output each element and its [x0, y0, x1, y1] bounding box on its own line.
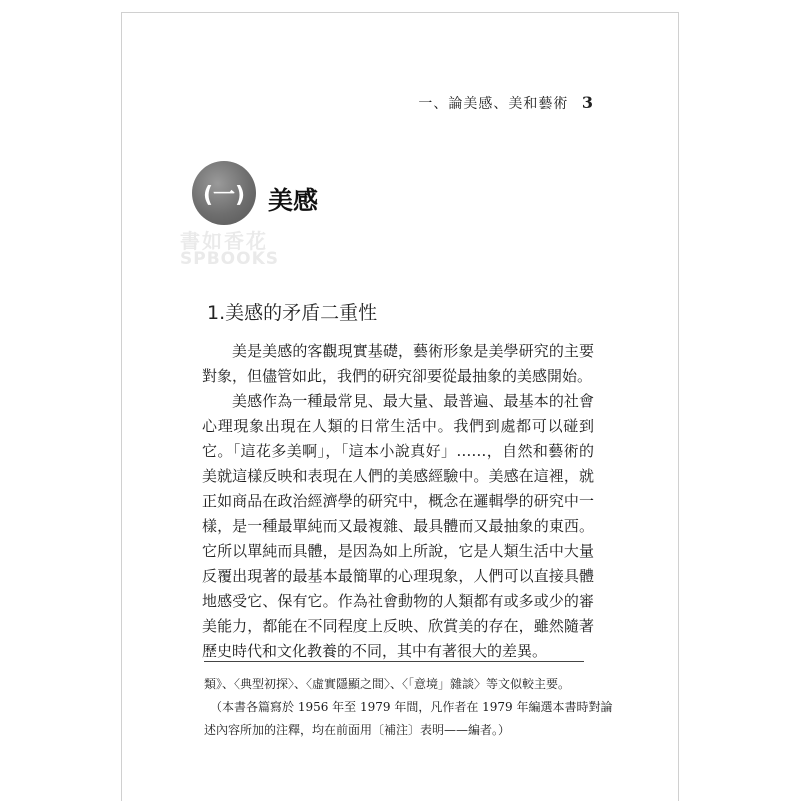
footnote-line-3: 述內容所加的注釋，均在前面用〔補注〕表明——編者。）: [204, 723, 511, 737]
chapter-number-badge: [192, 161, 256, 225]
watermark-line-1: 書如香花: [180, 229, 268, 253]
page-number: 3: [581, 93, 594, 112]
paragraph-2: 美感作為一種最常見、最大量、最普遍、最基本的社會心理現象出現在人類的日常生活中。我們到處都可以碰到它。「這花多美啊」，「這本小說真好」……，自然和藝術的美就這樣反映和表現在人們的美感經驗中。美感在這裡，就正如商品在政治經濟學的研究中，概念在邏輯學的研究中一樣，是一種最單純而又最複雜、最具體而又最抽象的東西。它所以單純而具體，是因為如上所說，它是人類生活中大量反覆出現著的最基本最簡單的心理現象，人們可以直接具體地感受它、保有它。作為社會動物的人類都有或多或少的審美能力，都能在不同程度上反映、欣賞美的存在，雖然隨著歷史時代和文化教養的不同，其中有著很大的差異。: [202, 392, 594, 660]
body-text: [202, 339, 594, 664]
running-header: [418, 93, 594, 113]
publisher-watermark: [180, 231, 279, 268]
footnote-divider: [204, 661, 584, 662]
footnote: [204, 673, 613, 742]
book-page: [121, 12, 679, 801]
section-title: 1.美感的矛盾二重性: [207, 302, 378, 324]
chapter-number: (一): [202, 182, 246, 208]
chapter-title: 美感: [268, 186, 319, 215]
watermark-line-2: SPBOOKS: [180, 249, 279, 269]
footnote-line-2: （本書各篇寫於 1956 年至 1979 年間，凡作者在 1979 年編選本書時對論: [210, 700, 613, 714]
running-header-title: 一、論美感、美和藝術: [418, 96, 569, 112]
paragraph-1: 美是美感的客觀現實基礎，藝術形象是美學研究的主要對象，但儘管如此，我們的研究卻要從最抽象的美感開始。: [202, 342, 594, 385]
footnote-line-1: 類》、〈典型初探〉、〈虛實隱顯之間〉、〈「意境」雜談〉等文似較主要。: [204, 677, 571, 691]
